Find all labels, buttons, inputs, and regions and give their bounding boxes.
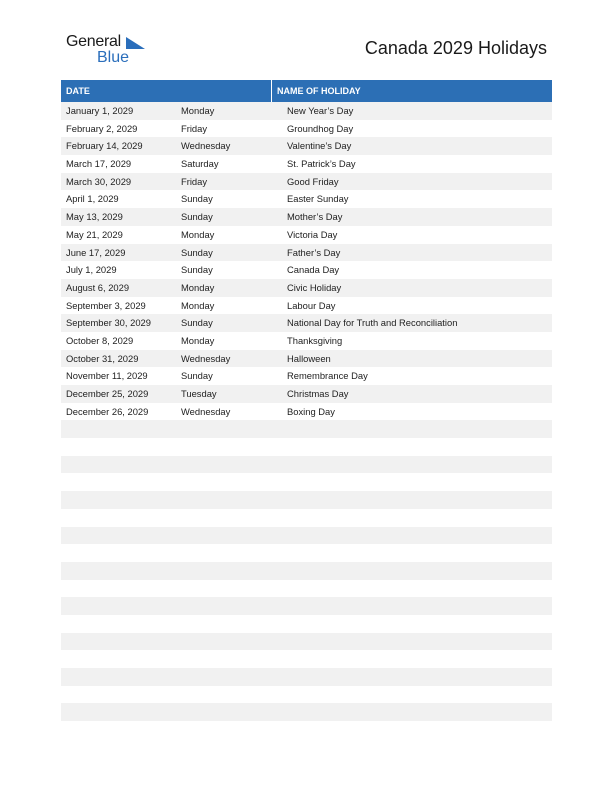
cell-holiday-name: [282, 544, 552, 562]
table-row: [61, 562, 552, 580]
cell-date: July 1, 2029: [66, 264, 117, 276]
cell-date: March 30, 2029: [66, 175, 132, 187]
cell-holiday-name: National Day for Truth and Reconciliation: [287, 317, 458, 329]
table-header: [61, 80, 552, 102]
table-row: [61, 208, 552, 226]
cell-holiday-name: Father’s Day: [287, 246, 341, 258]
holiday-table: [61, 80, 552, 739]
table-row: [61, 297, 552, 315]
table-row: [61, 438, 552, 456]
cell-holiday-name: Thanksgiving: [287, 334, 343, 346]
cell-weekday: Tuesday: [181, 388, 217, 399]
table-row: [61, 633, 552, 651]
cell-date: January 1, 2029: [66, 105, 134, 116]
cell-weekday: Saturday: [181, 158, 219, 170]
cell-weekday: [176, 509, 282, 527]
cell-weekday: [176, 544, 282, 562]
cell-date: [61, 615, 176, 633]
cell-weekday: Sunday: [181, 211, 213, 223]
cell-holiday-name: Groundhog Day: [287, 122, 354, 134]
cell-date: [61, 527, 176, 545]
cell-weekday: [176, 633, 282, 651]
table-row: [61, 703, 552, 721]
cell-weekday: Monday: [181, 105, 215, 116]
cell-date: November 11, 2029: [66, 370, 148, 382]
cell-weekday: Sunday: [181, 193, 213, 205]
cell-holiday-name: [282, 420, 552, 438]
cell-weekday: [176, 420, 282, 438]
table-row: [61, 367, 552, 385]
table-row: [61, 615, 552, 633]
cell-date: March 17, 2029: [66, 158, 132, 170]
cell-date: [61, 580, 176, 598]
cell-date: [61, 456, 176, 474]
table-row: [61, 491, 552, 509]
table-row: [61, 721, 552, 739]
table-row: [61, 420, 552, 438]
cell-weekday: [176, 473, 282, 491]
table-body: [61, 102, 552, 739]
cell-holiday-name: [282, 491, 552, 509]
table-row: [61, 314, 552, 332]
table-row: [61, 244, 552, 262]
table-row: [61, 137, 552, 155]
cell-date: February 14, 2029: [66, 140, 143, 152]
table-row: [61, 580, 552, 598]
header-date: DATE: [61, 80, 271, 102]
cell-weekday: Wednesday: [181, 352, 231, 364]
cell-weekday: Sunday: [181, 246, 213, 258]
logo: [66, 33, 156, 69]
cell-weekday: Monday: [181, 299, 215, 311]
cell-date: August 6, 2029: [66, 281, 130, 293]
table-row: [61, 650, 552, 668]
cell-date: [61, 509, 176, 527]
cell-date: May 13, 2029: [66, 211, 123, 223]
cell-holiday-name: Good Friday: [287, 175, 339, 187]
cell-holiday-name: [282, 509, 552, 527]
cell-holiday-name: Mother’s Day: [287, 211, 343, 223]
cell-date: [61, 633, 176, 651]
table-row: [61, 279, 552, 297]
cell-holiday-name: [282, 456, 552, 474]
cell-holiday-name: [282, 668, 552, 686]
cell-weekday: Monday: [181, 228, 215, 240]
cell-holiday-name: [282, 438, 552, 456]
table-row: [61, 403, 552, 421]
header-holiday-name: NAME OF HOLIDAY: [272, 80, 552, 102]
cell-holiday-name: [282, 597, 552, 615]
cell-weekday: [176, 491, 282, 509]
cell-weekday: [176, 456, 282, 474]
cell-date: October 8, 2029: [66, 334, 134, 346]
table-row: [61, 173, 552, 191]
cell-weekday: [176, 703, 282, 721]
cell-holiday-name: [282, 721, 552, 739]
cell-weekday: [176, 650, 282, 668]
cell-date: February 2, 2029: [66, 122, 138, 134]
cell-weekday: [176, 686, 282, 704]
table-row: [61, 155, 552, 173]
table-row: [61, 190, 552, 208]
table-row: [61, 668, 552, 686]
cell-weekday: [176, 438, 282, 456]
cell-weekday: [176, 615, 282, 633]
table-row: [61, 102, 552, 120]
cell-weekday: Sunday: [181, 370, 213, 382]
cell-date: [61, 491, 176, 509]
cell-holiday-name: Halloween: [287, 352, 331, 364]
cell-holiday-name: [282, 703, 552, 721]
table-row: [61, 473, 552, 491]
cell-date: October 31, 2029: [66, 352, 139, 364]
cell-date: [61, 686, 176, 704]
cell-holiday-name: Christmas Day: [287, 388, 349, 399]
cell-holiday-name: Victoria Day: [287, 228, 338, 240]
cell-holiday-name: Easter Sunday: [287, 193, 349, 205]
cell-date: April 1, 2029: [66, 193, 119, 205]
cell-weekday: Monday: [181, 281, 215, 293]
cell-holiday-name: Remembrance Day: [287, 370, 368, 382]
cell-date: September 3, 2029: [66, 299, 146, 311]
cell-date: December 25, 2029: [66, 388, 149, 399]
cell-weekday: [176, 580, 282, 598]
cell-date: [61, 650, 176, 668]
table-row: [61, 686, 552, 704]
cell-holiday-name: [282, 527, 552, 545]
cell-holiday-name: New Year’s Day: [287, 105, 354, 116]
cell-holiday-name: [282, 633, 552, 651]
table-row: [61, 597, 552, 615]
cell-weekday: Monday: [181, 334, 215, 346]
cell-date: [61, 703, 176, 721]
table-row: [61, 226, 552, 244]
cell-weekday: Sunday: [181, 264, 213, 276]
cell-weekday: [176, 562, 282, 580]
cell-holiday-name: St. Patrick’s Day: [287, 158, 356, 170]
cell-holiday-name: Canada Day: [287, 264, 340, 276]
cell-date: [61, 473, 176, 491]
table-row: [61, 120, 552, 138]
cell-holiday-name: [282, 615, 552, 633]
table-row: [61, 332, 552, 350]
cell-holiday-name: Boxing Day: [287, 405, 335, 417]
cell-holiday-name: [282, 580, 552, 598]
table-row: [61, 385, 552, 403]
cell-weekday: [176, 597, 282, 615]
cell-date: [61, 562, 176, 580]
cell-weekday: Wednesday: [181, 140, 231, 152]
table-row: [61, 527, 552, 545]
cell-date: June 17, 2029: [66, 246, 126, 258]
cell-holiday-name: Valentine’s Day: [287, 140, 352, 152]
cell-date: [61, 544, 176, 562]
cell-date: December 26, 2029: [66, 405, 149, 417]
cell-weekday: [176, 668, 282, 686]
cell-weekday: [176, 527, 282, 545]
cell-date: [61, 668, 176, 686]
cell-date: [61, 721, 176, 739]
cell-date: September 30, 2029: [66, 317, 151, 329]
table-row: [61, 350, 552, 368]
cell-holiday-name: [282, 473, 552, 491]
cell-date: May 21, 2029: [66, 228, 123, 240]
cell-weekday: Friday: [181, 175, 208, 187]
cell-weekday: Sunday: [181, 317, 213, 329]
logo-word-general: General: [66, 33, 121, 50]
cell-holiday-name: [282, 650, 552, 668]
cell-date: [61, 420, 176, 438]
cell-weekday: Friday: [181, 122, 208, 134]
table-row: [61, 261, 552, 279]
logo-word-blue: Blue: [97, 49, 130, 66]
page-title: Canada 2029 Holidays: [364, 38, 547, 58]
cell-holiday-name: [282, 562, 552, 580]
table-row: [61, 544, 552, 562]
table-row: [61, 456, 552, 474]
cell-weekday: [176, 721, 282, 739]
cell-holiday-name: Civic Holiday: [287, 281, 342, 293]
cell-date: [61, 597, 176, 615]
table-row: [61, 509, 552, 527]
cell-weekday: Wednesday: [181, 405, 231, 417]
cell-holiday-name: Labour Day: [287, 299, 336, 311]
logo-triangle-icon: [124, 36, 146, 50]
cell-holiday-name: [282, 686, 552, 704]
cell-date: [61, 438, 176, 456]
